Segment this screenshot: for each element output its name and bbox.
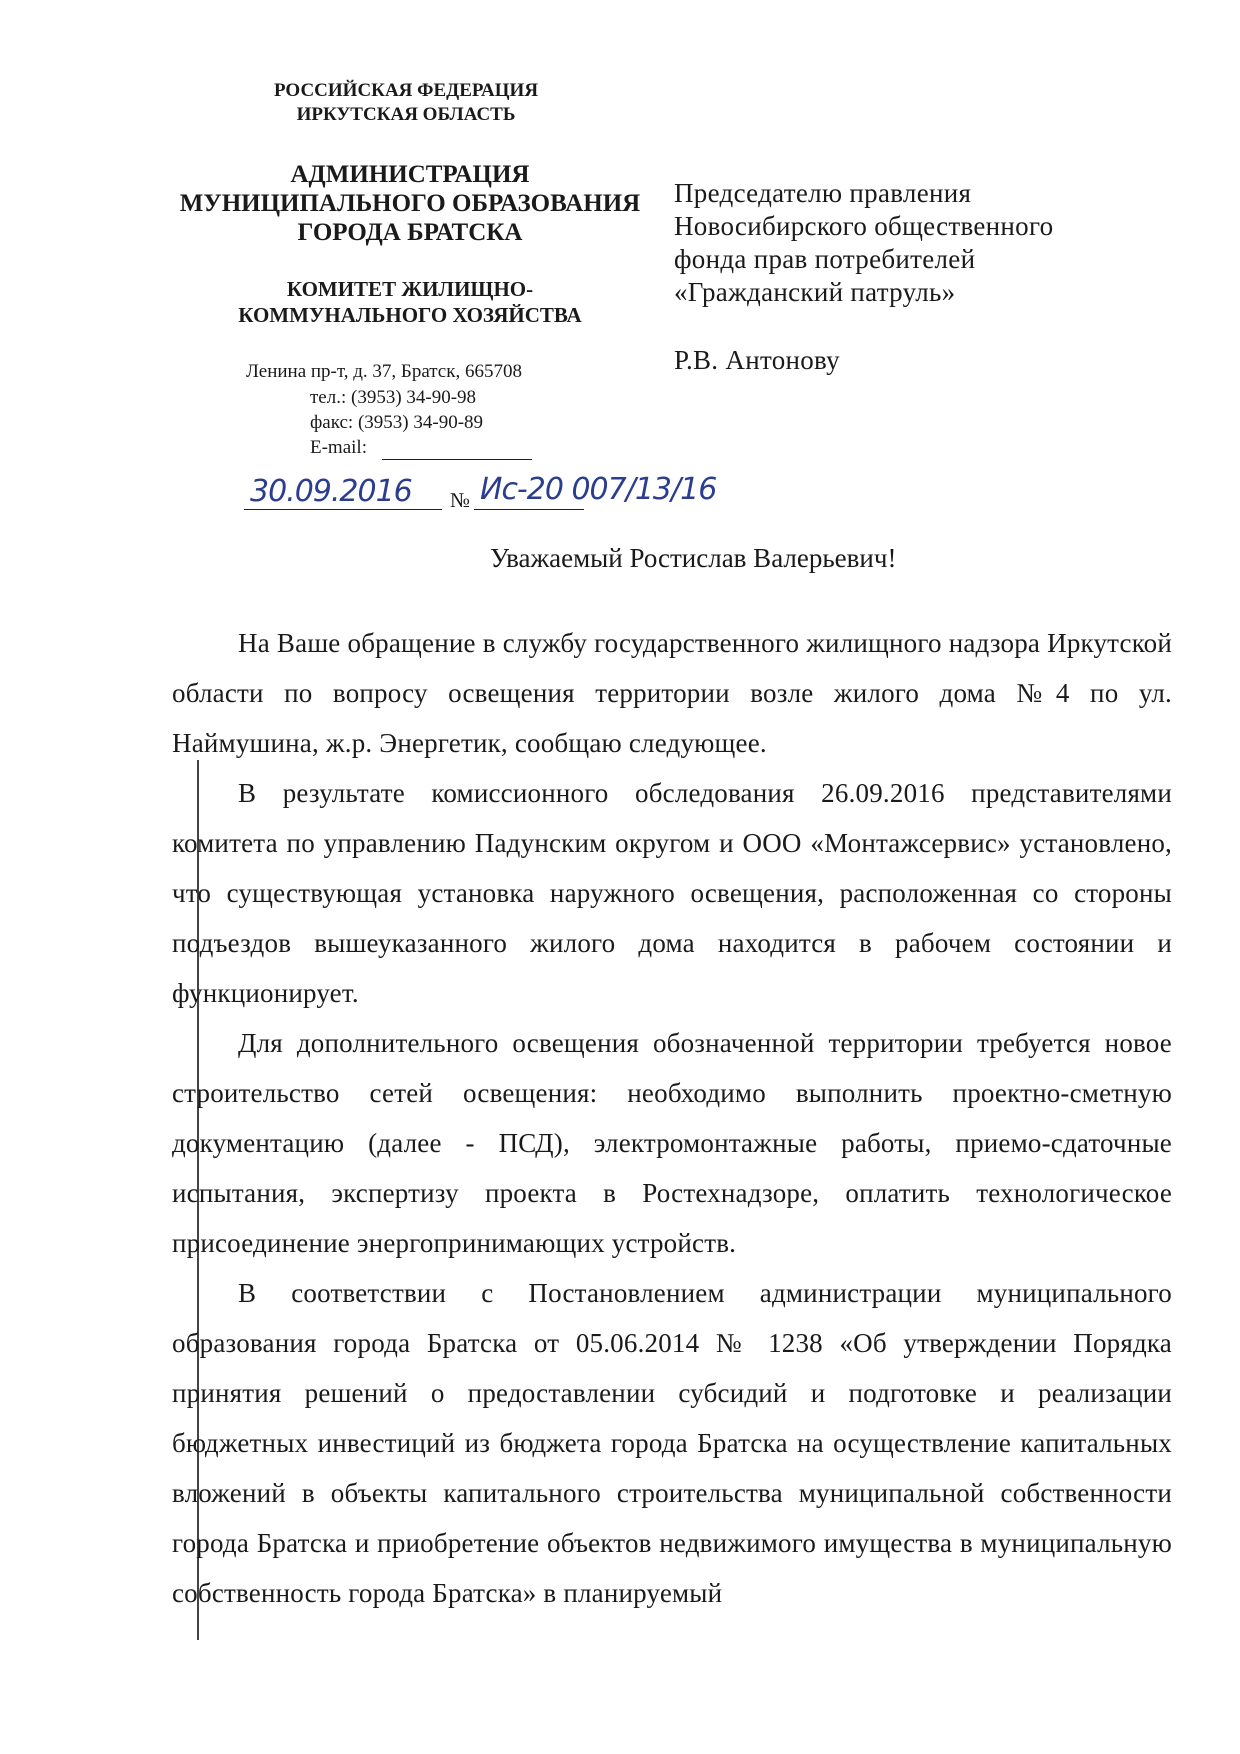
body-paragraph-2: В результате комиссионного обследования 26.09.2016 представителями комитета по управлению Падунским округом и ООО «Монтажсервис» установлено, что существующая установка наружного освещения, расположенная со стороны подъездов вышеуказанного жилого дома находится в рабочем состоянии и функционирует. bbox=[172, 778, 1172, 1008]
addressee-name: Р.В. Антонову bbox=[674, 345, 840, 375]
region-heading: ИРКУТСКАЯ ОБЛАСТЬ bbox=[296, 104, 516, 125]
addressee-line2: Новосибирского общественного bbox=[674, 211, 1054, 241]
admin-heading-line2: МУНИЦИПАЛЬНОГО ОБРАЗОВАНИЯ bbox=[179, 190, 641, 217]
handwritten-date: 30.09.2016 bbox=[250, 474, 412, 509]
handwritten-number: Ис-20 007/13/16 bbox=[480, 472, 717, 507]
date-line bbox=[244, 509, 442, 510]
address-line: Ленина пр-т, д. 37, Братск, 665708 bbox=[246, 361, 522, 382]
email-blank-line bbox=[382, 459, 532, 460]
greeting: Уважаемый Ростислав Валерьевич! bbox=[490, 543, 897, 573]
addressee-line3: фонда прав потребителей bbox=[674, 244, 976, 274]
body-paragraph-4: В соответствии с Постановлением администрации муниципального образования города Братска от 05.06.2014 № 1238 «Об утверждении Порядка принятия решений о предоставлении субсидий и подготовке и реализации бюджетных инвестиций из бюджета города Братска на осуществление капитальных вложений в объекты капитального строительства муниципальной собственности города Братска и приобретение объектов недвижимого имущества в муниципальную собственность города Братска» в планируемый bbox=[172, 1278, 1172, 1608]
body-paragraph-3: Для дополнительного освещения обозначенной территории требуется новое строительство сетей освещения: необходимо выполнить проектно-сметную документацию (далее - ПСД), электромонтажные работы, приемо-сдаточные испытания, экспертизу проекта в Ростехнадзоре, оплатить технологическое присоединение энергопринимающих устройств. bbox=[172, 1028, 1172, 1258]
fax-line: факс: (3953) 34-90-89 bbox=[310, 412, 484, 433]
letter-body bbox=[172, 618, 1172, 1618]
phone-line: тел.: (3953) 34-90-98 bbox=[310, 387, 477, 408]
number-line bbox=[474, 509, 584, 510]
committee-heading-line2: КОММУНАЛЬНОГО ХОЗЯЙСТВА bbox=[238, 303, 582, 327]
body-paragraph-1: На Ваше обращение в службу государственного жилищного надзора Иркутской области по вопросу освещения территории возле жилого дома №4 по ул. Наймушина, ж.р. Энергетик, сообщаю следующее. bbox=[172, 628, 1172, 758]
number-sign: № bbox=[450, 488, 471, 512]
email-label: E-mail: bbox=[310, 437, 367, 458]
addressee-line4: «Гражданский патруль» bbox=[674, 277, 956, 307]
committee-heading-line1: КОМИТЕТ ЖИЛИЩНО- bbox=[286, 277, 534, 301]
admin-heading-line1: АДМИНИСТРАЦИЯ bbox=[290, 161, 530, 188]
admin-heading-line3: ГОРОДА БРАТСКА bbox=[297, 219, 523, 246]
country-heading: РОССИЙСКАЯ ФЕДЕРАЦИЯ bbox=[273, 80, 539, 101]
addressee-line1: Председателю правления bbox=[674, 178, 972, 208]
